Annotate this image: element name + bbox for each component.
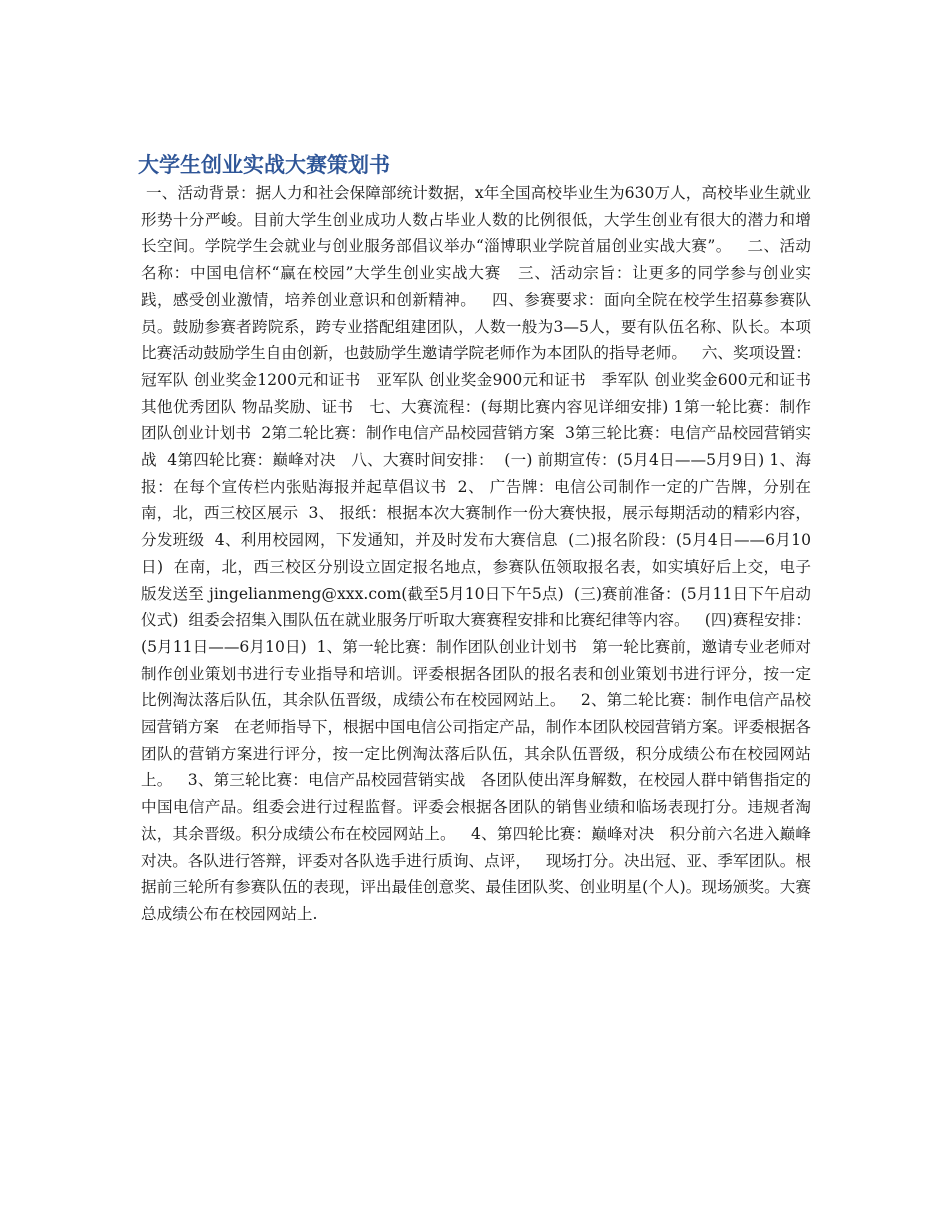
document-body-text: 一、活动背景：据人力和社会保障部统计数据，x年全国高校毕业生为630万人，高校毕业生就业形势十分严峻。目前大学生创业成功人数占毕业人数的比例很低，大学生创业有很大的潜力和增长空间。学院学生会就业与创业服务部倡议举办“淄博职业学院首届创业实战大赛”。 二、活动名称：中国电信杯“赢在校园”大学生创业实战大赛 三、活动宗旨：让更多的同学参与创业实践，感受创业激情，培养创业意识和创新精神。 四、参赛要求：面向全院在校学生招募参赛队员。鼓励参赛者跨院系，跨专业搭配组建团队，人数一般为3—5人，要有队伍名称、队长。本项比赛活动鼓励学生自由创新，也鼓励学生邀请学院老师作为本团队的指导老师。 六、奖项设置： 冠军队 创业奖金1200元和证书 亚军队 创业奖金900元和证书 季军队 创业奖金600元和证书 其他优秀团队 物品奖励、证书 七、大赛流程：(每期比赛内容见详细安排) 1第一轮比赛：制作团队创业计划书 2第二轮比赛：制作电信产品校园营销方案 3第三轮比赛：电信产品校园营销实战 4第四轮比赛：巅峰对决 八、大赛时间安排： (一) 前期宣传：(5月4日——5月9日) 1、海报：在每个宣传栏内张贴海报并起草倡议书 2、 广告牌：电信公司制作一定的广告牌，分别在南，北，西三校区展示 3、 报纸：根据本次大赛制作一份大赛快报，展示每期活动的精彩内容，分发班级 4、利用校园网，下发通知，并及时发布大赛信息 (二)报名阶段：(5月4日——6月10日) 在南，北，西三校区分别设立固定报名地点，参赛队伍领取报名表，如实填好后上交，电子版发送至 jingelianmeng@xxx.com(截至5月10日下午5点) (三)赛前准备：(5月11日下午启动仪式) 组委会招集入围队伍在就业服务厅听取大赛赛程安排和比赛纪律等内容。 (四)赛程安排：(5月11日——6月10日) 1、第一轮比赛：制作团队创业计划书 第一轮比赛前，邀请专业老师对制作创业策划书进行专业指导和培训。评委根据各团队的报名表和创业策划书进行评分，按一定比例淘汰落后队伍，其余队伍晋级，成绩公布在校园网站上。 2、第二轮比赛：制作电信产品校园营销方案 在老师指导下，根据中国电信公司指定产品，制作本团队校园营销方案。评委根据各团队的营销方案进行评分，按一定比例淘汰落后队伍，其余队伍晋级，积分成绩公布在校园网站上。 3、第三轮比赛：电信产品校园营销实战 各团队使出浑身解数，在校园人群中销售指定的中国电信产品。组委会进行过程监督。评委会根据各团队的销售业绩和临场表现打分。违规者淘汰，其余晋级。积分成绩公布在校园网站上。 4、第四轮比赛：巅峰对决 积分前六名进入巅峰对决。各队进行答辩，评委对各队选手进行质询、点评， 现场打分。决出冠、亚、季军团队。根据前三轮所有参赛队伍的表现，评出最佳创意奖、最佳团队奖、创业明星(个人)。现场颁奖。大赛总成绩公布在校园网站上. xyxy=(141,184,826,923)
document-title: 大学生创业实战大赛策划书 xyxy=(138,153,390,177)
